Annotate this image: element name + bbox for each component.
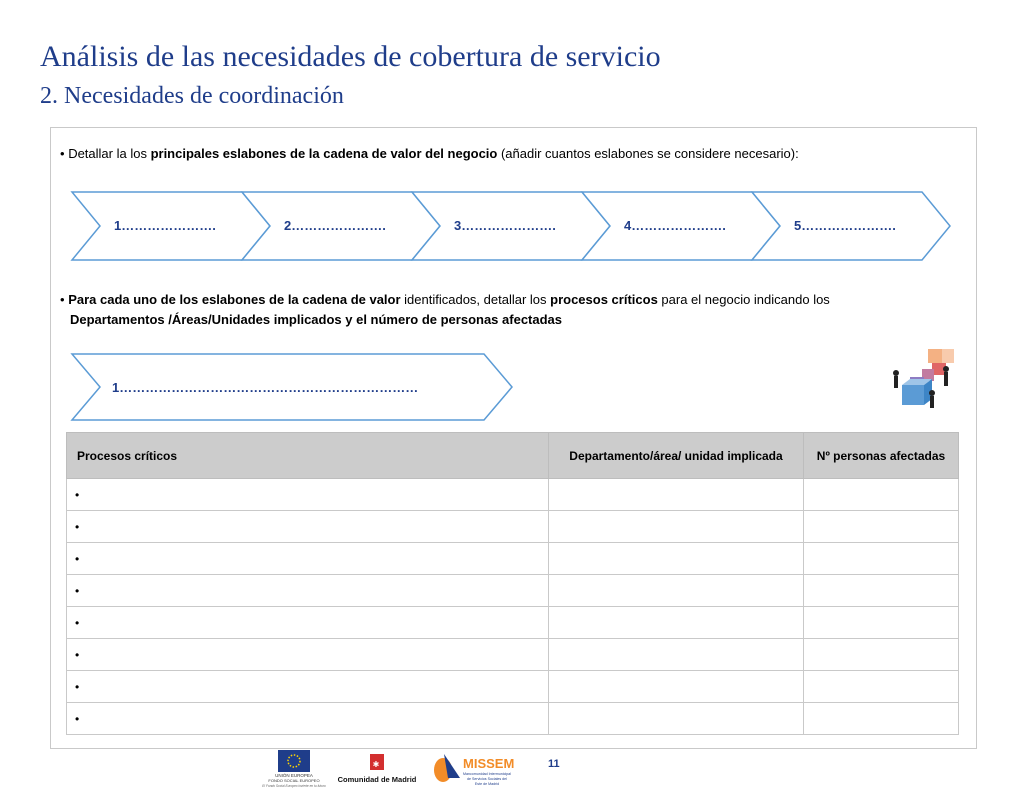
process-cell[interactable]: • (67, 575, 549, 607)
department-cell[interactable] (549, 607, 804, 639)
department-cell[interactable] (549, 575, 804, 607)
header-procesos: Procesos críticos (67, 433, 549, 479)
single-chevron-label: 1…………………………………………………………… (112, 380, 419, 395)
bullet1-bold: principales eslabones de la cadena de valor del negocio (150, 146, 498, 161)
header-personas: Nº personas afectadas (804, 433, 959, 479)
chain-link-label-3: 3…………………. (454, 218, 556, 233)
department-cell[interactable] (549, 511, 804, 543)
table-row (67, 575, 959, 607)
madrid-label: Comunidad de Madrid (337, 775, 417, 784)
people-cell[interactable] (804, 703, 959, 735)
process-cell[interactable]: • (67, 703, 549, 735)
bullet2-text1: identificados, detallar los (400, 292, 551, 307)
missem-sub2: de Servicios Sociales del (467, 777, 507, 781)
bullet2-bold1: Para cada uno de los eslabones de la cadena de valor (68, 292, 401, 307)
missem-logo (434, 754, 514, 786)
process-cell[interactable]: • (67, 639, 549, 671)
page-subtitle: 2. Necesidades de coordinación (40, 83, 344, 109)
chain-link-label-2: 2…………………. (284, 218, 386, 233)
missem-title: MISSEM (463, 756, 515, 771)
table-row (67, 671, 959, 703)
footer-logos (250, 750, 550, 790)
department-cell[interactable] (549, 639, 804, 671)
department-cell[interactable] (549, 671, 804, 703)
bullet-marker: • (60, 292, 65, 307)
bullet2-bold3: Departamentos /Áreas/Unidades implicados y el número de personas afectadas (70, 312, 563, 327)
process-cell[interactable]: • (67, 511, 549, 543)
table-header-row (67, 433, 959, 479)
page-title: Análisis de las necesidades de cobertura de servicio (40, 40, 661, 73)
missem-sub3: Este de Madrid (474, 782, 500, 786)
bullet1-post: (añadir cuantos eslabones se considere necesario): (497, 146, 799, 161)
department-cell[interactable] (549, 543, 804, 575)
process-cell[interactable]: • (67, 479, 549, 511)
people-cell[interactable] (804, 671, 959, 703)
table-row (67, 703, 959, 735)
people-cell[interactable] (804, 479, 959, 511)
bullet-marker: • (60, 146, 65, 161)
table-row (67, 543, 959, 575)
eu-line1: UNIÓN EUROPEA (275, 773, 313, 778)
chain-link-label-1: 1…………………. (114, 218, 216, 233)
people-cell[interactable] (804, 575, 959, 607)
chain-link-label-4: 4…………………. (624, 218, 726, 233)
svg-text:✱: ✱ (372, 760, 380, 769)
table-row (67, 639, 959, 671)
people-cell[interactable] (804, 511, 959, 543)
people-cell[interactable] (804, 639, 959, 671)
people-cell[interactable] (804, 607, 959, 639)
comunidad-madrid-logo (338, 754, 417, 784)
chain-link-label-5: 5…………………. (794, 218, 896, 233)
critical-processes-table (66, 432, 959, 735)
eu-line3: El Fondo Social Europeo invierte en tu futuro (262, 784, 326, 788)
instruction-critical-processes (60, 290, 958, 330)
process-cell[interactable]: • (67, 607, 549, 639)
teamwork-blocks-illustration (888, 345, 956, 411)
header-departamento: Departamento/área/ unidad implicada (549, 433, 804, 479)
bullet1-pre: Detallar la los (68, 146, 151, 161)
table-row (67, 511, 959, 543)
bullet2-bold2: procesos críticos (550, 292, 658, 307)
process-cell[interactable]: • (67, 671, 549, 703)
department-cell[interactable] (549, 479, 804, 511)
missem-sub1: Mancomunidad Intermunicipal (463, 772, 511, 776)
page-number: 11 (548, 758, 560, 770)
bullet2-text2: para el negocio indicando los (657, 292, 830, 307)
eu-flag-logo (262, 750, 326, 788)
table-row (67, 607, 959, 639)
eu-line2: FONDO SOCIAL EUROPEO (268, 778, 320, 783)
people-cell[interactable] (804, 543, 959, 575)
table-row (67, 479, 959, 511)
process-cell[interactable]: • (67, 543, 549, 575)
department-cell[interactable] (549, 703, 804, 735)
